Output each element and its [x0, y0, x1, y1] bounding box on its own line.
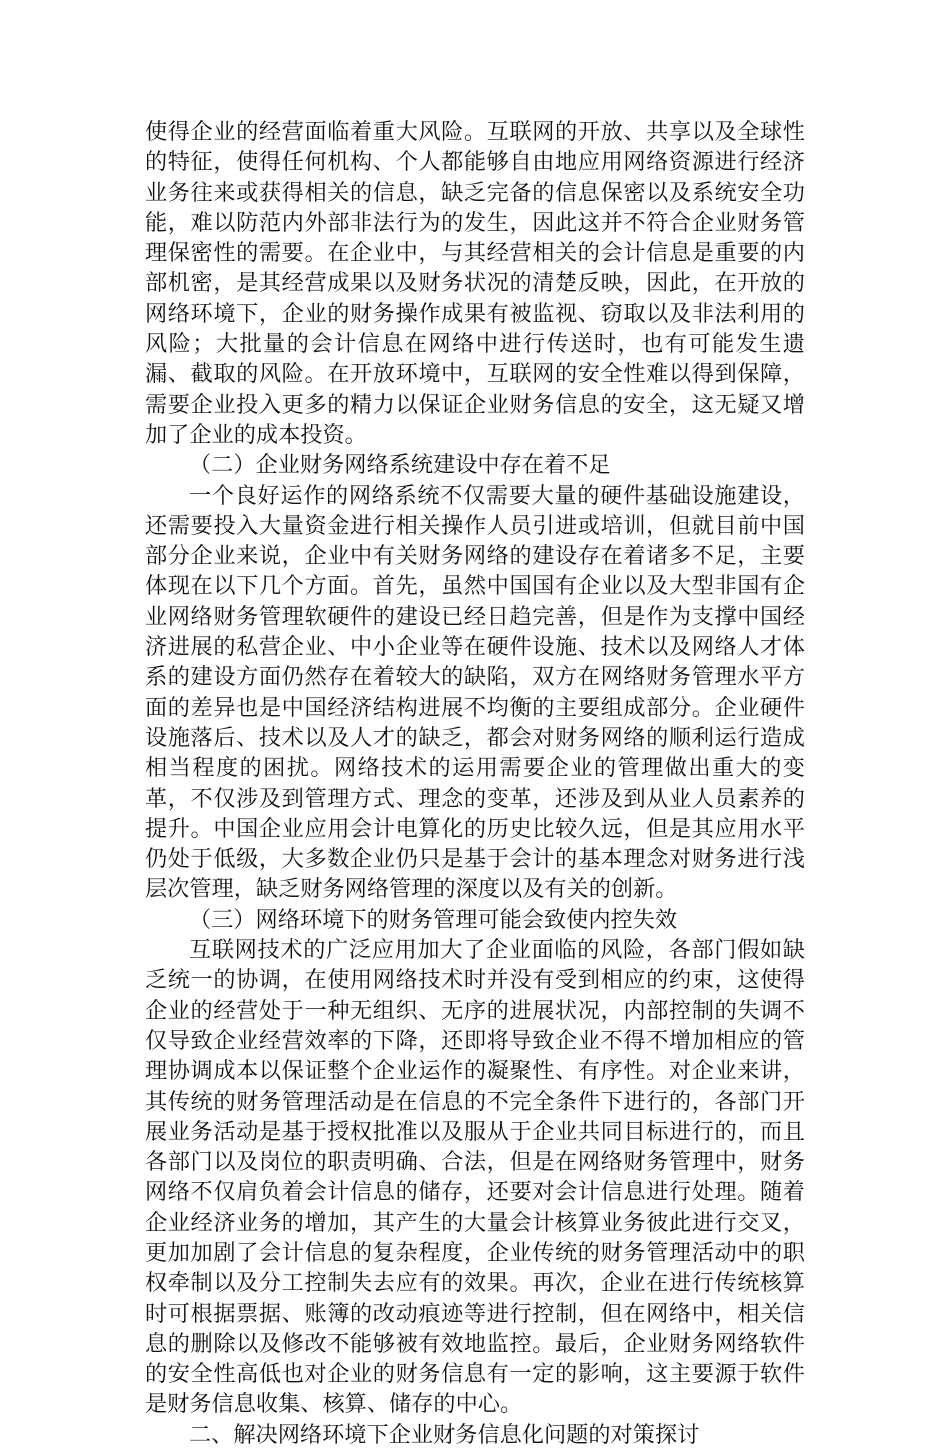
paragraph-risk-continuation: 使得企业的经营面临着重大风险。互联网的开放、共享以及全球性的特征，使得任何机构、个人都能够自由地应用网络资源进行经济业务往来或获得相关的信息，缺乏完备的信息保密以及系统安全功能，难以防范内外部非法行为的发生，因此这并不符合企业财务管理保密性的需要。在企业中，与其经营相关的会计信息是重要的内部机密，是其经营成果以及财务状况的清楚反映，因此，在开放的网络环境下，企业的财务操作成果有被监视、窃取以及非法利用的风险；大批量的会计信息在网络中进行传送时，也有可能发生遗漏、截取的风险。在开放环境中，互联网的安全性难以得到保障，需要企业投入更多的精力以保证企业财务信息的安全，这无疑又增加了企业的成本投资。: [145, 119, 805, 448]
section-heading-internal-control: （三）网络环境下的财务管理可能会致使内控失效: [189, 906, 678, 933]
document-page: [145, 117, 805, 1450]
paragraph-network-system: 一个良好运作的网络系统不仅需要大量的硬件基础设施建设，还需要投入大量资金进行相关操作人员引进或培训，但就目前中国部分企业来说，企业中有关财务网络的建设存在着诸多不足，主要体现在以下几个方面。首先，虽然中国国有企业以及大型非国有企业网络财务管理软硬件的建设已经日趋完善，但是作为支撑中国经济进展的私营企业、中小企业等在硬件设施、技术以及网络人才体系的建设方面仍然存在着较大的缺陷，双方在网络财务管理水平方面的差异也是中国经济结构进展不均衡的主要组成部分。企业硬件设施落后、技术以及人才的缺乏，都会对财务网络的顺利运行造成相当程度的困扰。网络技术的运用需要企业的管理做出重大的变革，不仅涉及到管理方式、理念的变革，还涉及到从业人员素养的提升。中国企业应用会计电算化的历史比较久远，但是其应用水平仍处于低级，大多数企业仍只是基于会计的基本理念对财务进行浅层次管理，缺乏财务网络管理的深度以及有关的创新。: [145, 482, 805, 903]
section-heading-network-system: （二）企业财务网络系统建设中存在着不足: [189, 452, 611, 479]
paragraph-internal-control: 互联网技术的广泛应用加大了企业面临的风险，各部门假如缺乏统一的协调，在使用网络技术时并没有受到相应的约束，这使得企业的经营处于一种无组织、无序的进展状况，内部控制的失调不仅导致企业经营效率的下降，还即将导致企业不得不增加相应的管理协调成本以保证整个企业运作的凝聚性、有序性。对企业来讲，其传统的财务管理活动是在信息的不完全条件下进行的，各部门开展业务活动是基于授权批准以及服从于企业共同目标进行的，而且各部门以及岗位的职责明确、合法，但是在网络财务管理中，财务网络不仅肩负着会计信息的储存，还要对会计信息进行处理。随着企业经济业务的增加，其产生的大量会计核算业务彼此进行交叉，更加加剧了会计信息的复杂程度，企业传统的财务管理活动中的职权牵制以及分工控制失去应有的效果。再次，企业在进行传统核算时可根据票据、账簿的改动痕迹等进行控制，但在网络中，相关信息的删除以及修改不能够被有效地监控。最后，企业财务网络软件的安全性高低也对企业的财务信息有一定的影响，这主要源于软件是财务信息收集、核算、储存的中心。: [145, 937, 805, 1418]
section-heading-countermeasures: 二、解决网络环境下企业财务信息化问题的对策探讨: [189, 1421, 700, 1448]
